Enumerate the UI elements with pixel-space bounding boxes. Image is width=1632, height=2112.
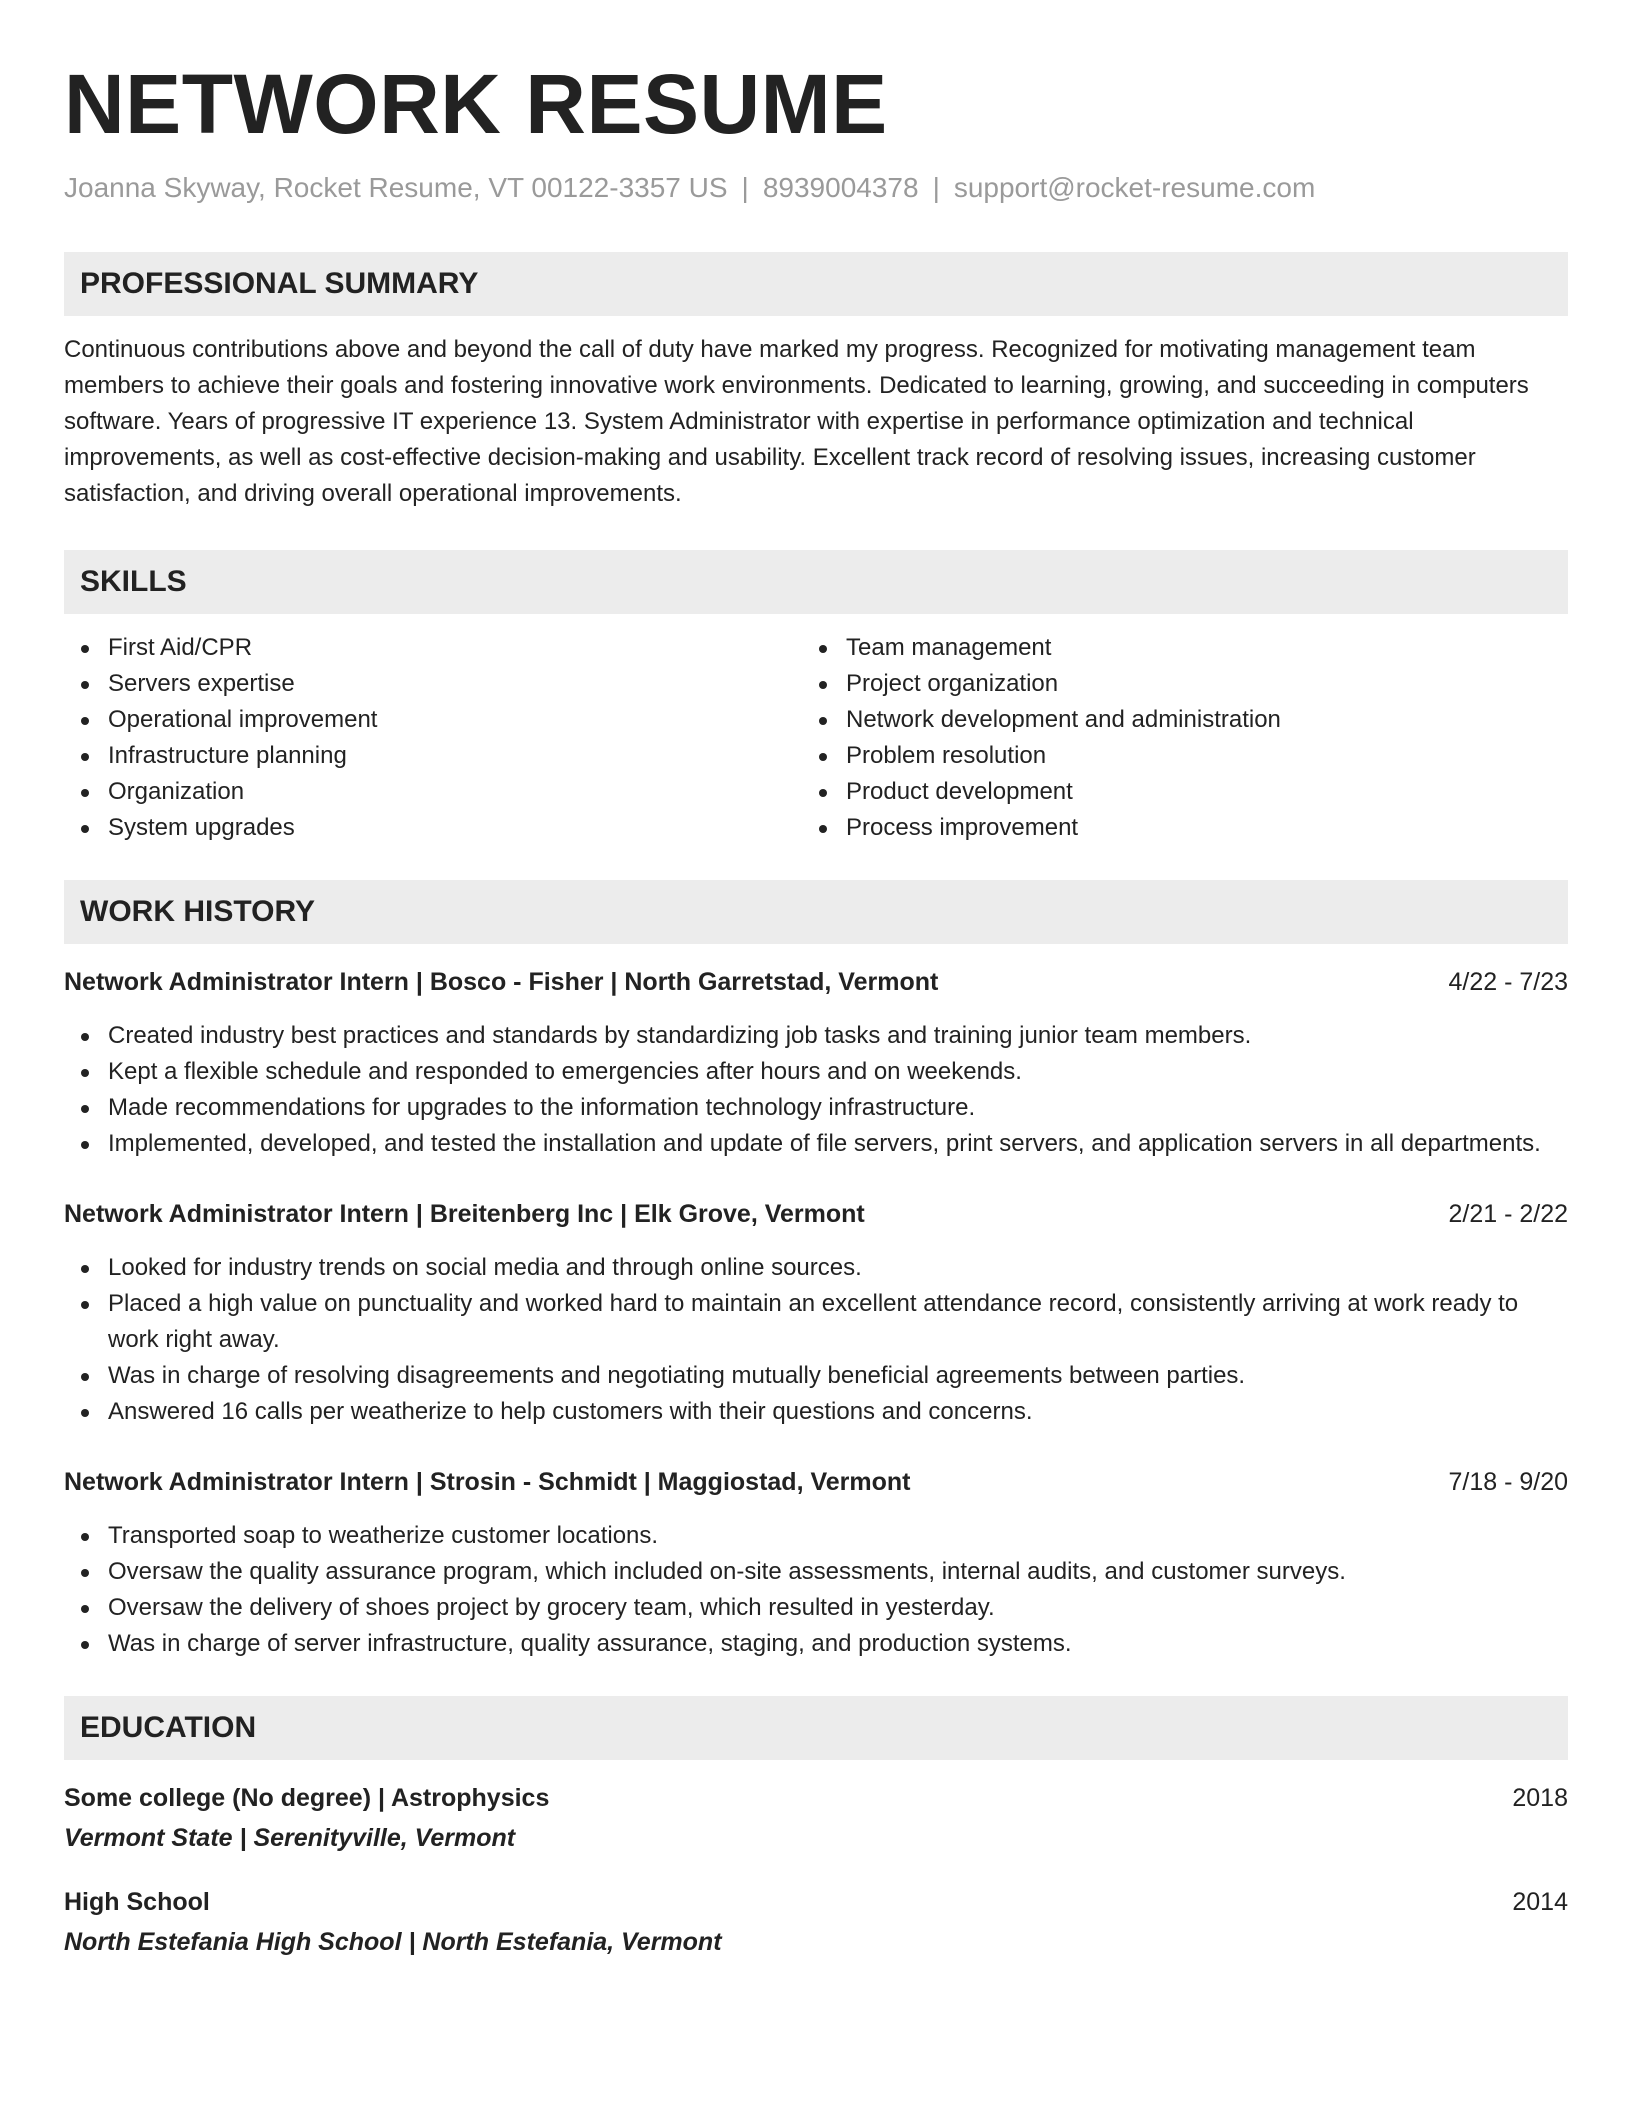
education-header	[64, 1884, 1568, 1920]
job-title: Network Administrator Intern | Bosco - Fisher | North Garretstad, Vermont	[64, 968, 939, 996]
job-bullet: Was in charge of server infrastructure, quality assurance, staging, and production systems.	[64, 1626, 1568, 1662]
job-entry	[64, 1196, 1568, 1430]
job-header	[64, 1464, 1568, 1500]
education-school: Vermont State | Serenityville, Vermont	[64, 1824, 516, 1852]
job-header	[64, 1196, 1568, 1232]
summary-text: Continuous contributions above and beyond the call of duty have marked my progress. Recognized for motivating management team members to achieve their goals and fostering innovative work environments. Dedicated to learning, growing, and succeeding in computers software. Years of progressive IT experience 13. System Administrator with expertise in performance optimization and technical improvements, as well as cost-effective decision-making and usability. Excellent track record of resolving issues, increasing customer satisfaction, and driving overall operational improvements.	[64, 336, 1529, 507]
skill-item: Network development and administration	[802, 702, 1281, 738]
job-bullet: Implemented, developed, and tested the installation and update of file servers, print servers, and application servers in all departments.	[64, 1126, 1568, 1162]
job-bullet: Oversaw the delivery of shoes project by grocery team, which resulted in yesterday.	[64, 1590, 1568, 1626]
skill-item: Process improvement	[802, 810, 1281, 846]
job-dates: 4/22 - 7/23	[1448, 968, 1568, 996]
education-title: Some college (No degree) | Astrophysics	[64, 1784, 550, 1812]
contact-phone: 8939004378	[762, 172, 919, 203]
education-entry	[64, 1884, 1568, 1960]
skill-item: Organization	[64, 774, 802, 810]
skill-item: System upgrades	[64, 810, 802, 846]
job-entry	[64, 1464, 1568, 1662]
section-header-work: WORK HISTORY	[64, 880, 1568, 944]
skills-column-left	[64, 630, 802, 846]
section-header-skills: SKILLS	[64, 550, 1568, 614]
skills-list	[64, 630, 1568, 846]
resume-title: NETWORK RESUME	[64, 57, 888, 151]
job-bullets	[64, 1018, 1568, 1162]
job-dates: 2/21 - 2/22	[1448, 1200, 1568, 1228]
skill-item: Problem resolution	[802, 738, 1281, 774]
education-year: 2014	[1512, 1888, 1568, 1916]
job-bullet: Answered 16 calls per weatherize to help customers with their questions and concerns.	[64, 1394, 1568, 1430]
education-header	[64, 1780, 1568, 1816]
job-header	[64, 964, 1568, 1000]
job-bullet: Kept a flexible schedule and responded to emergencies after hours and on weekends.	[64, 1054, 1568, 1090]
skill-item: Project organization	[802, 666, 1281, 702]
skill-item: Operational improvement	[64, 702, 802, 738]
education-entry	[64, 1780, 1568, 1856]
education-school: North Estefania High School | North Estefania, Vermont	[64, 1928, 722, 1956]
job-bullets	[64, 1250, 1568, 1430]
job-bullet: Made recommendations for upgrades to the information technology infrastructure.	[64, 1090, 1568, 1126]
section-header-education: EDUCATION	[64, 1696, 1568, 1760]
job-dates: 7/18 - 9/20	[1448, 1468, 1568, 1496]
skill-item: Infrastructure planning	[64, 738, 802, 774]
contact-separator: |	[932, 172, 940, 203]
skill-item: Team management	[802, 630, 1281, 666]
contact-email: support@rocket-resume.com	[953, 172, 1316, 203]
education-title: High School	[64, 1888, 210, 1916]
job-bullet: Oversaw the quality assurance program, which included on-site assessments, internal audits, and customer surveys.	[64, 1554, 1568, 1590]
job-title: Network Administrator Intern | Strosin - Schmidt | Maggiostad, Vermont	[64, 1468, 911, 1496]
job-bullet: Placed a high value on punctuality and worked hard to maintain an excellent attendance record, consistently arriving at work ready to work right away.	[64, 1286, 1568, 1358]
job-bullets	[64, 1518, 1568, 1662]
skill-item: Servers expertise	[64, 666, 802, 702]
skills-column-right	[802, 630, 1281, 846]
job-entry	[64, 964, 1568, 1162]
contact-separator: |	[741, 172, 749, 203]
job-bullet: Was in charge of resolving disagreements and negotiating mutually beneficial agreements between parties.	[64, 1358, 1568, 1394]
job-bullet: Created industry best practices and standards by standardizing job tasks and training junior team members.	[64, 1018, 1568, 1054]
section-header-summary: PROFESSIONAL SUMMARY	[64, 252, 1568, 316]
job-bullet: Looked for industry trends on social media and through online sources.	[64, 1250, 1568, 1286]
education-year: 2018	[1512, 1784, 1568, 1812]
skill-item: First Aid/CPR	[64, 630, 802, 666]
contact-line	[64, 170, 1568, 206]
skill-item: Product development	[802, 774, 1281, 810]
contact-address: Joanna Skyway, Rocket Resume, VT 00122-3357 US	[64, 172, 728, 203]
job-bullet: Transported soap to weatherize customer locations.	[64, 1518, 1568, 1554]
job-title: Network Administrator Intern | Breitenberg Inc | Elk Grove, Vermont	[64, 1200, 865, 1228]
